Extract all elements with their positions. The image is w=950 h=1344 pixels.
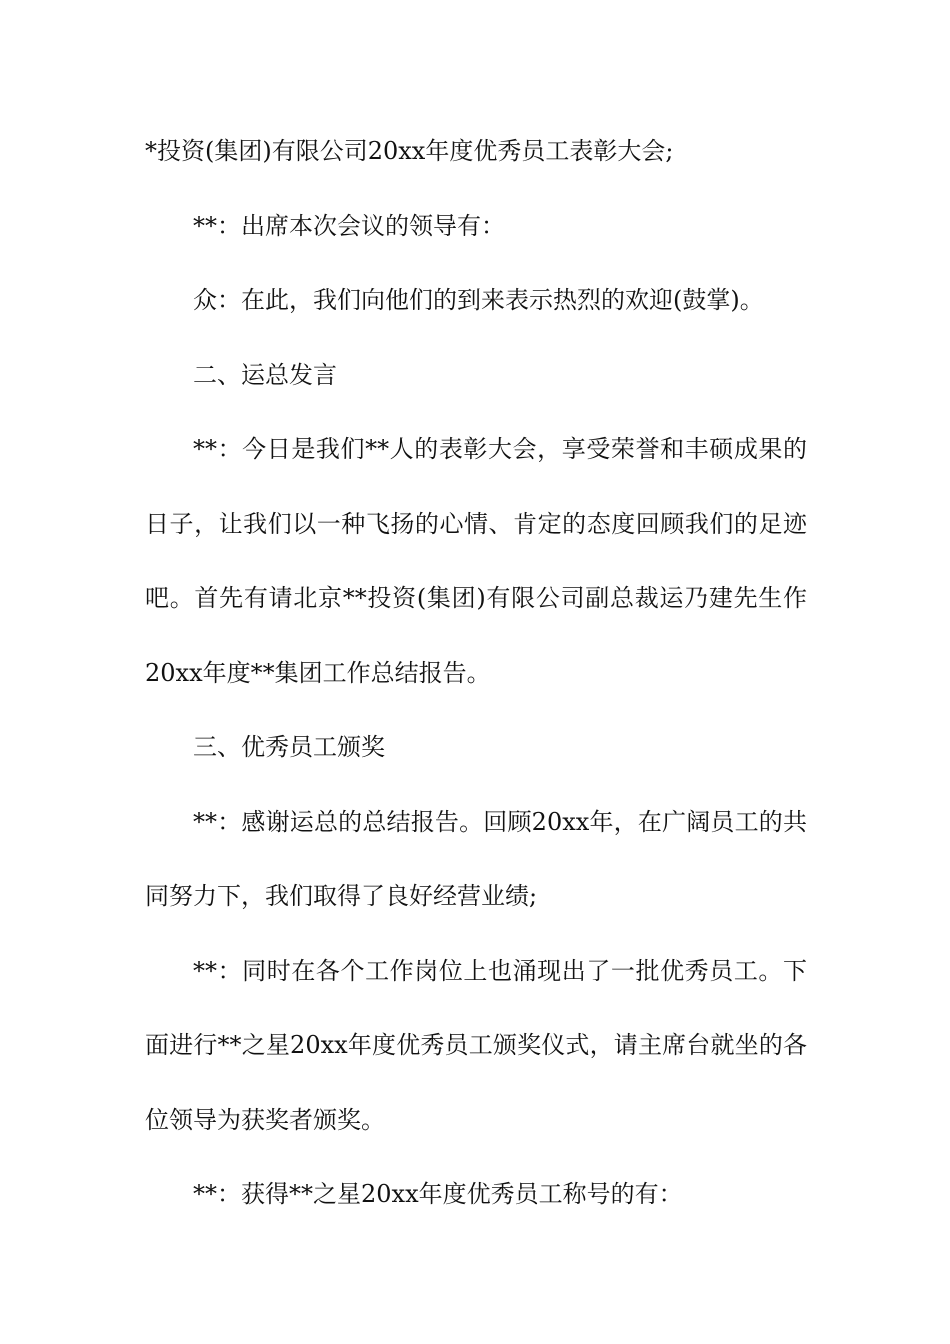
text-line: 20xx年度**集团工作总结报告。 bbox=[145, 658, 491, 687]
text-line: 位领导为获奖者颁奖。 bbox=[145, 1105, 385, 1134]
document-body bbox=[145, 126, 807, 1244]
section-heading: 二、运总发言 bbox=[193, 360, 337, 389]
text-line: 吧。首先有请北京**投资(集团)有限公司副总裁运乃建先生作 bbox=[145, 584, 807, 612]
text-line: 日子，让我们以一种飞扬的心情、肯定的态度回顾我们的足迹 bbox=[145, 509, 807, 538]
text-line: **：出席本次会议的领导有： bbox=[193, 211, 505, 240]
text-line: 众：在此，我们向他们的到来表示热烈的欢迎(鼓掌)。 bbox=[193, 286, 764, 314]
section-heading: 三、优秀员工颁奖 bbox=[193, 733, 385, 761]
text-line: **：今日是我们**人的表彰大会，享受荣誉和丰硕成果的 bbox=[193, 435, 807, 463]
text-line: *投资(集团)有限公司20xx年度优秀员工表彰大会; bbox=[145, 137, 674, 165]
text-line: 同努力下，我们取得了良好经营业绩; bbox=[145, 882, 538, 910]
text-line: **：获得**之星20xx年度优秀员工称号的有： bbox=[193, 1180, 683, 1208]
text-line: 面进行**之星20xx年度优秀员工颁奖仪式，请主席台就坐的各 bbox=[145, 1031, 807, 1059]
text-line: **：感谢运总的总结报告。回顾20xx年，在广阔员工的共 bbox=[193, 807, 807, 836]
text-line: **：同时在各个工作岗位上也涌现出了一批优秀员工。下 bbox=[193, 956, 807, 985]
